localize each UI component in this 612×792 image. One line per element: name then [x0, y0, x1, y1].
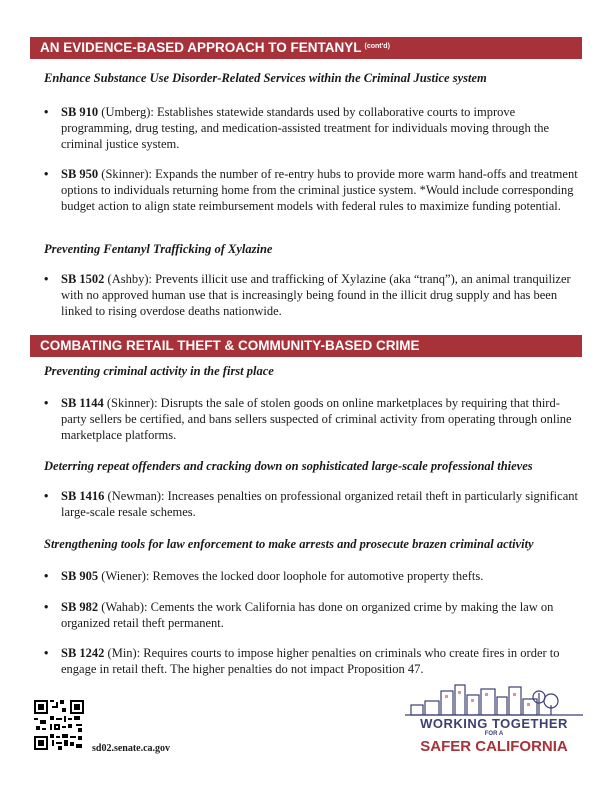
- list-item: [44, 645, 584, 677]
- bullet-dot: •: [44, 646, 49, 660]
- subhead-substance-use: Enhance Substance Use Disorder-Related Services within the Criminal Justice system: [44, 71, 487, 85]
- bill-description: (Min): Requires courts to impose higher penalties on criminals who create fires in order to engage in retail theft. The higher penalties do not impact Proposition 47.: [61, 646, 560, 676]
- bill-description: (Skinner): Expands the number of re-entry hubs to provide more warm hand-offs and treatment options to individuals returning home from the criminal justice system. *Would include corresponding budget action to align state reimbursement models with federal rules to maximize funding potential.: [61, 167, 578, 213]
- bill-number: SB 1416: [61, 489, 105, 503]
- bullet-dot: •: [44, 569, 49, 583]
- subhead-xylazine: Preventing Fentanyl Trafficking of Xylazine: [44, 242, 273, 256]
- list-item: [44, 271, 584, 319]
- bill-description: (Wahab): Cements the work California has done on organized crime by making the law on organized retail theft permanent.: [61, 600, 554, 630]
- bill-number: SB 950: [61, 167, 99, 181]
- section-banner-fentanyl: [30, 37, 582, 59]
- list-item: [44, 104, 584, 152]
- bill-description: (Newman): Increases penalties on professional organized retail theft in particularly significant large-scale resale schemes.: [61, 489, 578, 519]
- bill-description: (Umberg): Establishes statewide standards used by collaborative courts to improve programming, drug testing, and medication-assisted treatment for individuals moving through the criminal justice system.: [61, 105, 550, 151]
- bullet-dot: •: [44, 272, 49, 286]
- subhead-prevention: Preventing criminal activity in the first place: [44, 364, 274, 378]
- section-title: AN EVIDENCE-BASED APPROACH TO FENTANYL: [40, 40, 362, 55]
- logo-line1: WORKING TOGETHER: [420, 716, 568, 731]
- section-title-suffix: (cont'd): [364, 43, 390, 50]
- section-banner-retail-theft: [30, 335, 582, 357]
- list-item: [44, 599, 584, 631]
- bill-number: SB 1242: [61, 646, 105, 660]
- bill-number: SB 905: [61, 569, 99, 583]
- bill-number: SB 910: [61, 105, 99, 119]
- subhead-law-enforcement: Strengthening tools for law enforcement to make arrests and prosecute brazen criminal activity: [44, 537, 534, 551]
- bullet-dot: •: [44, 167, 49, 181]
- bullet-dot: •: [44, 600, 49, 614]
- logo-line2: FOR A: [484, 731, 504, 737]
- bill-number: SB 982: [61, 600, 99, 614]
- bullet-dot: •: [44, 489, 49, 503]
- bill-number: SB 1144: [61, 396, 104, 410]
- list-item: [44, 488, 584, 520]
- bill-number: SB 1502: [61, 272, 105, 286]
- list-item: [44, 395, 584, 443]
- subhead-repeat-offenders: Deterring repeat offenders and cracking down on sophisticated large-scale professional thieves: [44, 459, 533, 473]
- section-title: COMBATING RETAIL THEFT & COMMUNITY-BASED CRIME: [40, 338, 420, 353]
- bullet-dot: •: [44, 105, 49, 119]
- bullet-dot: •: [44, 396, 49, 410]
- website-url[interactable]: sd02.senate.ca.gov: [92, 743, 171, 754]
- bill-description: (Ashby): Prevents illicit use and trafficking of Xylazine (aka “tranq”), an animal tranquilizer with no approved human use that is increasingly being found in the illicit drug supply and has been linked to rising overdose deaths nationwide.: [61, 272, 571, 318]
- qr-code-icon[interactable]: [34, 700, 84, 750]
- bill-description: (Skinner): Disrupts the sale of stolen goods on online marketplaces by requiring that third-party sellers be certified, and bans sellers suspected of criminal activity from operating through online marketplace platforms.: [61, 396, 572, 442]
- list-item: [44, 568, 584, 584]
- list-item: [44, 166, 584, 214]
- logo-line3: SAFER CALIFORNIA: [420, 738, 568, 755]
- bill-description: (Wiener): Removes the locked door loophole for automotive property thefts.: [98, 569, 484, 583]
